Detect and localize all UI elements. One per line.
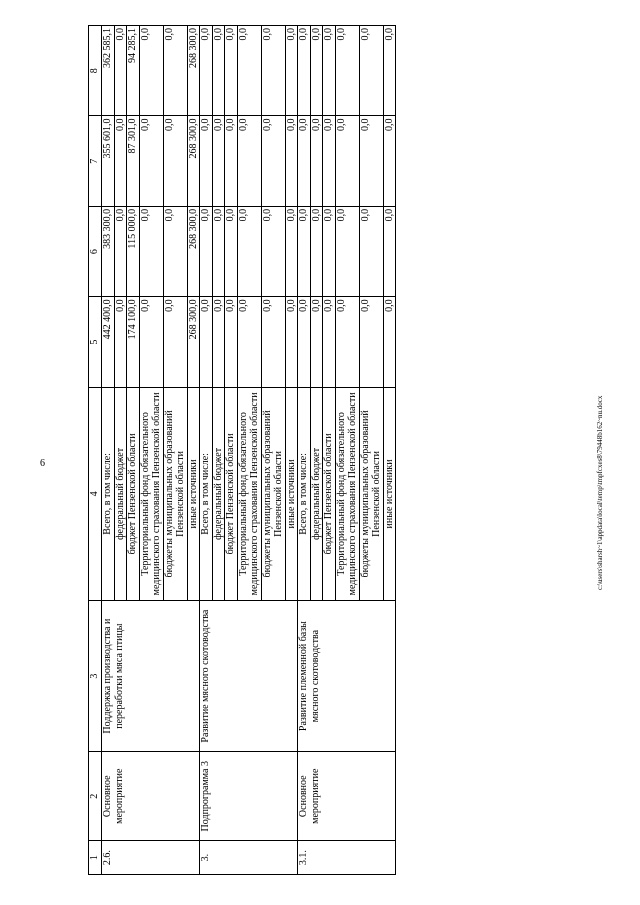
amount-cell: 0,0	[285, 206, 298, 296]
amount-cell: 0,0	[298, 116, 311, 206]
funding-source-cell: бюджеты муниципальных образований Пензенской области	[163, 387, 187, 600]
amount-cell: 0,0	[383, 26, 396, 117]
amount-cell: 0,0	[225, 297, 238, 387]
amount-cell: 0,0	[383, 206, 396, 296]
funding-source-cell: иные источники	[285, 387, 298, 600]
amount-cell: 355 601,0	[102, 116, 115, 206]
amount-cell: 0,0	[200, 116, 213, 206]
amount-cell: 0,0	[310, 297, 323, 387]
amount-cell: 0,0	[383, 116, 396, 206]
funding-source-cell: бюджет Пензенской области	[225, 387, 238, 600]
amount-cell: 0,0	[212, 116, 225, 206]
amount-cell: 442 400,0	[102, 297, 115, 387]
row-type-cell: Основное мероприятие	[298, 752, 396, 841]
funding-source-cell: Всего, в том числе:	[102, 387, 115, 600]
amount-cell: 0,0	[335, 116, 359, 206]
amount-cell: 0,0	[359, 26, 383, 117]
page-number: 6	[40, 458, 45, 469]
amount-cell: 174 100,0	[127, 297, 140, 387]
amount-cell: 0,0	[261, 297, 285, 387]
amount-cell: 0,0	[225, 116, 238, 206]
amount-cell: 0,0	[212, 297, 225, 387]
amount-cell: 94 285,1	[127, 26, 140, 117]
header-cell: 2	[89, 752, 102, 841]
funding-source-cell: Территориальный фонд обязательного медицинского страхования Пензенской области	[335, 387, 359, 600]
amount-cell: 0,0	[261, 26, 285, 117]
amount-cell: 0,0	[139, 206, 163, 296]
header-cell: 6	[89, 206, 102, 296]
amount-cell: 0,0	[225, 26, 238, 117]
amount-cell: 0,0	[323, 297, 336, 387]
amount-cell: 0,0	[237, 297, 261, 387]
amount-cell: 0,0	[298, 297, 311, 387]
amount-cell: 0,0	[285, 297, 298, 387]
amount-cell: 0,0	[163, 26, 187, 117]
funding-source-cell: бюджеты муниципальных образований Пензенской области	[359, 387, 383, 600]
amount-cell: 0,0	[383, 297, 396, 387]
row-number-cell: 3.	[200, 841, 298, 875]
amount-cell: 268 300,0	[187, 297, 200, 387]
amount-cell: 268 300,0	[187, 26, 200, 117]
amount-cell: 362 585,1	[102, 26, 115, 117]
header-cell: 8	[89, 26, 102, 117]
header-cell: 4	[89, 387, 102, 600]
amount-cell: 0,0	[212, 26, 225, 117]
amount-cell: 0,0	[359, 297, 383, 387]
funding-source-cell: Всего, в том числе:	[200, 387, 213, 600]
funding-source-cell: бюджет Пензенской области	[323, 387, 336, 600]
table-row	[200, 26, 213, 875]
amount-cell: 0,0	[298, 206, 311, 296]
funding-source-cell: Всего, в том числе:	[298, 387, 311, 600]
amount-cell: 0,0	[310, 26, 323, 117]
header-cell: 5	[89, 297, 102, 387]
funding-source-cell: федеральный бюджет	[114, 387, 127, 600]
funding-source-cell: бюджеты муниципальных образований Пензенской области	[261, 387, 285, 600]
amount-cell: 0,0	[359, 116, 383, 206]
amount-cell: 0,0	[200, 297, 213, 387]
amount-cell: 0,0	[261, 116, 285, 206]
amount-cell: 268 300,0	[187, 206, 200, 296]
amount-cell: 0,0	[163, 206, 187, 296]
table-row	[298, 26, 311, 875]
amount-cell: 0,0	[114, 116, 127, 206]
amount-cell: 0,0	[114, 206, 127, 296]
row-number-cell: 3.1.	[298, 841, 396, 875]
amount-cell: 0,0	[285, 116, 298, 206]
row-name-cell: Поддержка производства и переработки мяса птицы	[102, 601, 200, 752]
header-cell: 3	[89, 601, 102, 752]
amount-cell: 0,0	[237, 206, 261, 296]
amount-cell: 0,0	[323, 206, 336, 296]
amount-cell: 0,0	[285, 26, 298, 117]
funding-source-cell: бюджет Пензенской области	[127, 387, 140, 600]
amount-cell: 0,0	[163, 297, 187, 387]
header-cell: 7	[89, 116, 102, 206]
amount-cell: 0,0	[335, 297, 359, 387]
amount-cell: 0,0	[212, 206, 225, 296]
amount-cell: 0,0	[163, 116, 187, 206]
row-name-cell: Развитие мясного скотоводства	[200, 601, 298, 752]
amount-cell: 0,0	[237, 116, 261, 206]
row-type-cell: Подпрограмма 3	[200, 752, 298, 841]
budget-table	[88, 25, 396, 875]
amount-cell: 0,0	[200, 26, 213, 117]
row-number-cell: 2.6.	[102, 841, 200, 875]
amount-cell: 383 300,0	[102, 206, 115, 296]
amount-cell: 0,0	[310, 116, 323, 206]
amount-cell: 0,0	[298, 26, 311, 117]
amount-cell: 0,0	[114, 26, 127, 117]
amount-cell: 0,0	[237, 26, 261, 117]
amount-cell: 268 300,0	[187, 116, 200, 206]
amount-cell: 0,0	[261, 206, 285, 296]
row-type-cell: Основное мероприятие	[102, 752, 200, 841]
funding-source-cell: иные источники	[383, 387, 396, 600]
amount-cell: 0,0	[139, 26, 163, 117]
amount-cell: 0,0	[323, 116, 336, 206]
amount-cell: 0,0	[335, 206, 359, 296]
amount-cell: 0,0	[323, 26, 336, 117]
amount-cell: 0,0	[114, 297, 127, 387]
rotated-table-container	[88, 25, 396, 875]
funding-source-cell: Территориальный фонд обязательного медицинского страхования Пензенской области	[139, 387, 163, 600]
table-row	[102, 26, 115, 875]
amount-cell: 0,0	[359, 206, 383, 296]
footer-file-path: c:\users\sharsh~1\appdata\local\temp\tmpfcxes8\79448b162~nu.docx	[596, 395, 604, 590]
amount-cell: 0,0	[310, 206, 323, 296]
funding-source-cell: иные источники	[187, 387, 200, 600]
funding-source-cell: федеральный бюджет	[310, 387, 323, 600]
amount-cell: 0,0	[200, 206, 213, 296]
amount-cell: 0,0	[139, 297, 163, 387]
amount-cell: 0,0	[139, 116, 163, 206]
amount-cell: 0,0	[335, 26, 359, 117]
row-name-cell: Развитие племенной базы мясного скотоводства	[298, 601, 396, 752]
amount-cell: 115 000,0	[127, 206, 140, 296]
amount-cell: 87 301,0	[127, 116, 140, 206]
funding-source-cell: Территориальный фонд обязательного медицинского страхования Пензенской области	[237, 387, 261, 600]
header-row	[89, 26, 102, 875]
funding-source-cell: федеральный бюджет	[212, 387, 225, 600]
header-cell: 1	[89, 841, 102, 875]
amount-cell: 0,0	[225, 206, 238, 296]
